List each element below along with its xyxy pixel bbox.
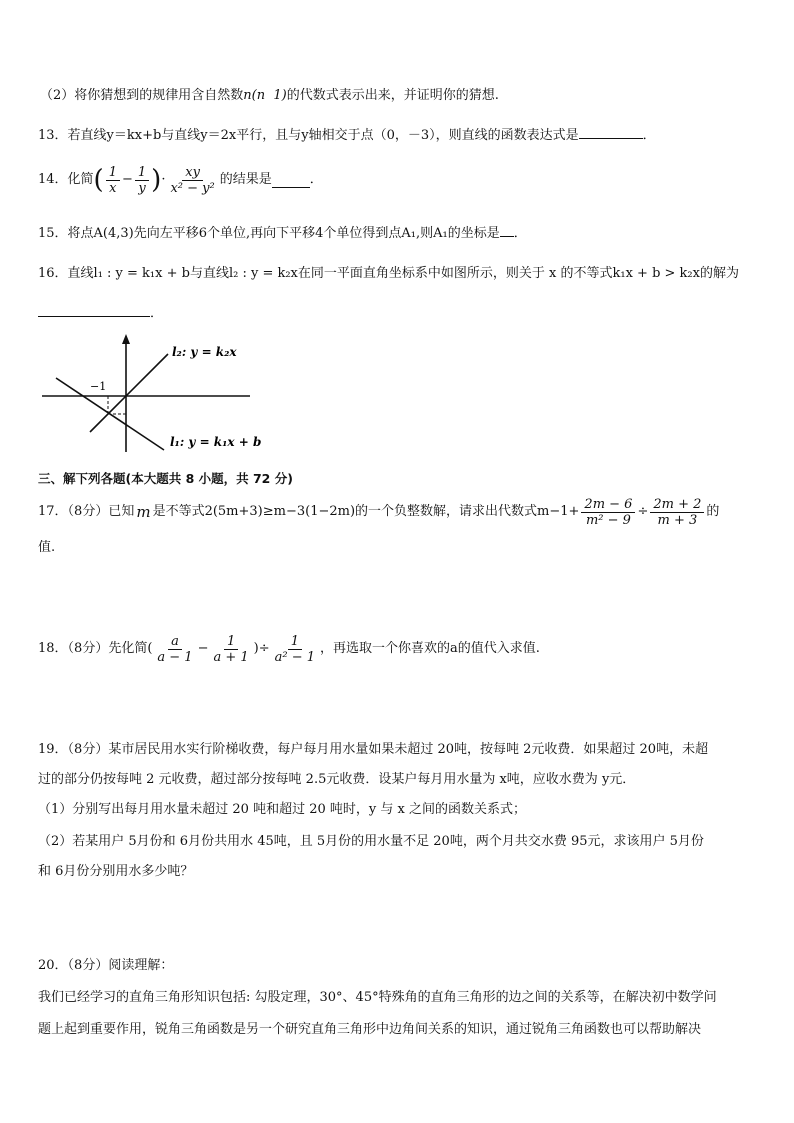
question-20-title: 20．（8分）阅读理解： xyxy=(38,958,174,973)
text: 的 xyxy=(706,504,720,519)
text: ． xyxy=(642,128,656,143)
tick-label: −1 xyxy=(90,380,107,393)
close-divide: )÷ xyxy=(253,641,270,656)
denominator: y xyxy=(138,180,146,196)
y-axis-arrow xyxy=(122,334,130,344)
question-19-part-2-cont: 和 6月份分别用水多少吨？ xyxy=(38,864,194,879)
question-19-line-1: 19．（8分）某市居民用水实行阶梯收费，每户每月用水量如果未超过 20吨，按每吨 2元收费．如果超过 20吨，未超 xyxy=(38,742,709,757)
numerator: 2m + 2 xyxy=(650,497,704,513)
question-18 xyxy=(38,632,540,666)
math-text: m xyxy=(136,503,151,521)
paren: ( xyxy=(93,165,104,195)
line-l2 xyxy=(90,354,168,432)
numerator: 1 xyxy=(106,165,120,181)
question-12-part2 xyxy=(40,86,499,106)
answer-blank xyxy=(38,302,150,317)
text: （2）将你猜想到的规律用含自然数 xyxy=(40,88,244,103)
text: 是不等式2(5m+3)≥m−3(1−2m)的一个负整数解，请求出代数式m−1+ xyxy=(152,504,580,519)
question-17-cont: 值. xyxy=(38,540,56,555)
question-17 xyxy=(38,494,719,530)
numerator: 1 xyxy=(224,634,238,650)
fraction xyxy=(581,497,635,528)
fraction-1-over-x xyxy=(106,165,120,196)
question-19-line-2: 过的部分仍按每吨 2 元收费，超过部分按每吨 2.5元收费．设某户每月用水量为 x吨，应收水费为 y元． xyxy=(38,772,636,787)
fraction xyxy=(154,634,195,665)
fraction-1-over-y xyxy=(135,165,149,196)
text: 的结果是 xyxy=(219,172,272,187)
math-text: 1) xyxy=(273,88,287,103)
minus-sign: − xyxy=(197,641,209,656)
answer-blank xyxy=(500,222,514,237)
question-16 xyxy=(38,264,739,284)
question-15 xyxy=(38,222,527,244)
text: ． xyxy=(513,226,527,241)
denominator: a² − 1 xyxy=(274,649,316,665)
question-20-line-1: 我们已经学习的直角三角形知识包括: 勾股定理，30°、45°特殊角的直角三角形的边之间的关系等，在解决初中数学问 xyxy=(38,990,717,1005)
numerator: xy xyxy=(182,165,203,181)
question-13 xyxy=(38,124,656,146)
dot: · xyxy=(161,172,166,187)
denominator: m² − 9 xyxy=(585,512,631,528)
divide-sign: ÷ xyxy=(637,504,649,519)
denominator: a − 1 xyxy=(157,649,193,665)
question-18-text: 18．（8分）先化简( xyxy=(38,641,153,656)
l2-label: l₂: y = k₂x xyxy=(172,345,237,359)
fraction xyxy=(650,497,704,528)
answer-blank xyxy=(579,124,643,139)
coordinate-figure xyxy=(38,332,268,456)
denominator: a + 1 xyxy=(213,649,249,665)
numerator: 1 xyxy=(135,165,149,181)
l1-label: l₁: y = k₁x + b xyxy=(170,435,262,449)
denominator: x² − y² xyxy=(170,180,215,196)
text: ． xyxy=(150,306,164,321)
paren: ) xyxy=(151,165,162,195)
question-16-blank-line xyxy=(38,302,163,324)
fraction xyxy=(272,634,318,665)
question-14-text: 14．化简 xyxy=(38,172,94,187)
denominator: m + 3 xyxy=(657,512,698,528)
numerator: 1 xyxy=(288,634,302,650)
fraction xyxy=(210,634,251,665)
question-16-text: 16．直线l₁ : y = k₁x + b与直线l₂ : y = k₂x在同一平面直角坐标系中如图所示，则关于 x 的不等式k₁x + b > k₂x的解为 xyxy=(38,266,739,281)
question-20-line-2: 题上起到重要作用，锐角三角函数是另一个研究直角三角形中边角间关系的知识，通过锐角三角函数也可以帮助解决 xyxy=(38,1022,702,1037)
section-3-heading: 三、解下列各题(本大题共 8 小题，共 72 分) xyxy=(38,471,293,486)
text: 的代数式表示出来，并证明你的猜想. xyxy=(286,88,499,103)
numerator: 2m − 6 xyxy=(581,497,635,513)
numerator: a xyxy=(168,634,182,650)
question-15-text: 15．将点A(4,3)先向左平移6个单位,再向下平移4个单位得到点A₁,则A₁的坐标是 xyxy=(38,226,500,241)
question-17-text: 17．（8分）已知 xyxy=(38,504,135,519)
question-19-part-2: （2）若某用户 5月份和 6月份共用水 45吨，且 5月份的用水量不足 20吨，两个月共交水费 95元，求该用户 5月份 xyxy=(38,834,704,849)
question-19-part-1: （1）分别写出每月用水量未超过 20 吨和超过 20 吨时，y 与 x 之间的函数关系式； xyxy=(38,802,526,817)
text: ． xyxy=(309,172,323,187)
denominator: x xyxy=(109,180,117,196)
question-13-text: 13．若直线y＝kx+b与直线y＝2x平行，且与y轴相交于点（0，－3），则直线的函数表达式是 xyxy=(38,128,579,143)
text: ，再选取一个你喜欢的a的值代入求值. xyxy=(320,641,540,656)
question-14 xyxy=(38,163,323,197)
minus-sign: − xyxy=(121,172,133,187)
math-text: n(n xyxy=(243,88,266,103)
answer-blank xyxy=(272,173,310,188)
fraction-xy xyxy=(167,165,217,196)
